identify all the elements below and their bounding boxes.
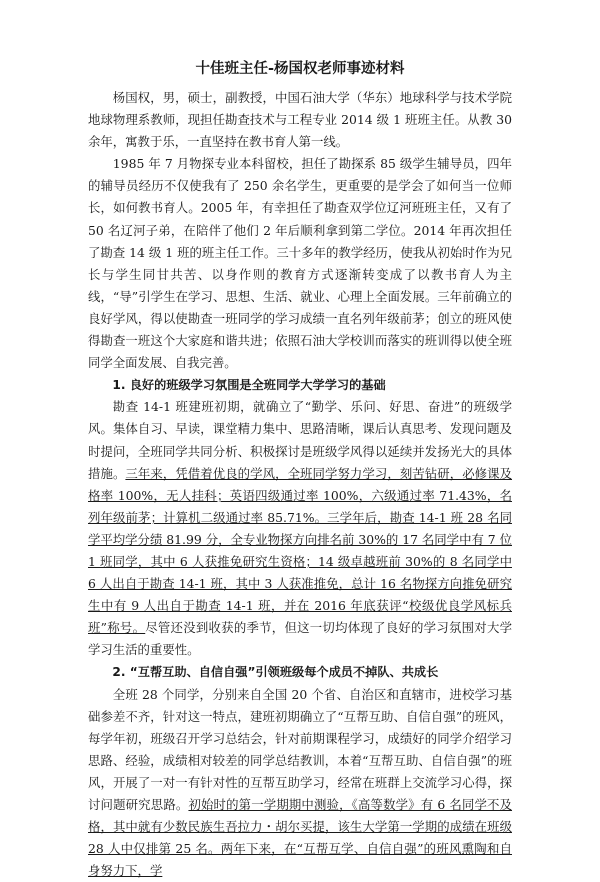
intro-paragraph: 杨国权，男，硕士，副教授，中国石油大学（华东）地球科学与技术学院地球物理系教师，现担任勘查技术与工程专业 2014 级 1 班班主任。从教 30 余年，寓教于乐，一直坚持在教书育人第一线。 xyxy=(88,90,512,150)
mutual-help-paragraph xyxy=(88,684,512,882)
study-atmosphere-text: 勘查 14-1 班建班初期，就确立了“勤学、乐问、好思、奋进”的班级学风。集体自习、早读，课堂精力集中、思路清晰，课后认真思考、发现问题及时提问，全班同学共同分析、积极探讨是班级学风得以延续并发扬光大的具体措施。 xyxy=(88,399,512,481)
math-exam-underlined-text: 初始时的第一学期期中测验，《高等数学》有 6 名同学不及格，其中就有少数民族生吾拉力・胡尔买提，该生大学第一学期的成绩在班级 28 人中仅排第 25 名。两年下来，在“互帮互学、自信自强”的班风熏陶和自身努力下，学 xyxy=(88,797,513,879)
achievement-underlined-text: 三年来，凭借着优良的学风，全班同学努力学习，刻苦钻研，必修课及格率 100%，无人挂科；英语四级通过率 100%，六级通过率 71.43%，名列年级前茅；计算机二级通过率 85.71%。三学年后，勘查 14-1 班 28 名同学平均学分绩 81.99 分，全专业物探方向排名前 30%的 17 名同学中有 7 位 1 班同学，其中 6 人获推免研究生资格；14 级卓越班前 30%的 8 名同学中 6 人出自于勘查 14-1 班，其中 3 人获准推免，总计 16 名物探方向推免研究生中有 9 人出自于勘查 14-1 班，并在 2016 年底获评“校级优良学风标兵班”称号。 xyxy=(88,465,513,636)
study-atmosphere-paragraph xyxy=(88,396,512,661)
experience-paragraph: 1985 年 7 月物探专业本科留校，担任了勘探系 85 级学生辅导员，四年的辅导员经历不仅使我有了 250 余名学生，更重要的是学会了如何当一位师长，如何教书育人。2005 年，有幸担任了勘查双学位辽河班班主任，又有了 50 名辽河子弟，在陪伴了他们 2 年后顺利拿到第二学位。2014 年再次担任了勘查 14 级 1 班的班主任工作。三十多年的教学经历，使我从初始时作为兄长与学生同甘共苦、以身作则的教育方式逐渐转变成了以教书育人为主线，“导”引学生在学习、思想、生活、就业、心理上全面发展。三年前确立的良好学风，得以使勘查一班同学的学习成绩一直名列年级前茅；创立的班风使得勘查一班这个大家庭和谐共进；依照石油大学校训而落实的班训得以使全班同学全面发展、自我完善。 xyxy=(88,156,512,371)
section-heading-1: 1. 良好的班级学习氛围是全班同学大学学习的基础 xyxy=(112,378,386,393)
mutual-help-text: 全班 28 个同学，分别来自全国 20 个省、自治区和直辖市，进校学习基础参差不齐，针对这一特点，建班初期确立了“互帮互助、自信自强”的班风，每学年初，班级召开学习总结会，针对前期课程学习，成绩好的同学介绍学习思路、经验，成绩相对较差的同学总结教训，本着“互帮互助、自信自强”的班风，开展了一对一有针对性的互帮互助学习，经常在班群上交流学习心得，探讨问题研究思路。 xyxy=(88,686,512,812)
study-atmosphere-tail: 尽管还没到收获的季节，但这一切均体现了良好的学习氛围对大学学习生活的重要性。 xyxy=(88,620,512,658)
document-title: 十佳班主任-杨国权老师事迹材料 xyxy=(195,61,405,77)
section-heading-2: 2. “互帮互助、自信自强”引领班级每个成员不掉队、共成长 xyxy=(112,665,439,680)
